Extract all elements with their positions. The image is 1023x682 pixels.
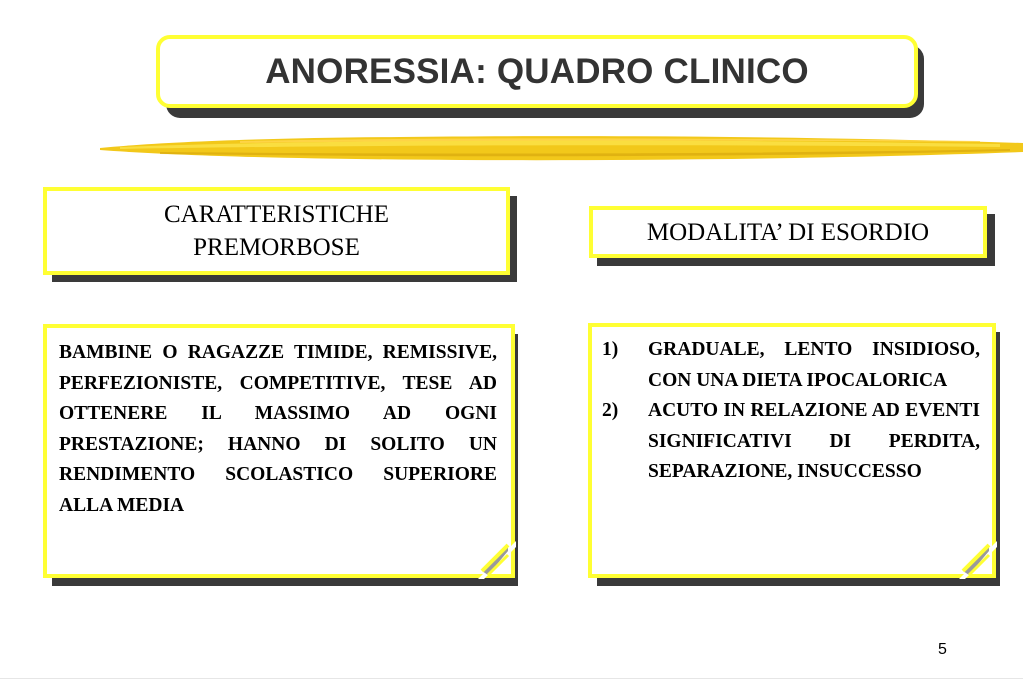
left-body-box: [43, 324, 515, 578]
page-curl-icon: [478, 541, 516, 579]
page-number: 5: [938, 641, 947, 658]
bottom-divider: [0, 678, 1023, 679]
right-body-box: [588, 323, 996, 578]
title-box: [156, 35, 918, 108]
right-heading-box: [589, 206, 987, 258]
right-heading: MODALITA’ DI ESORDIO: [646, 218, 930, 246]
left-heading-box: [43, 187, 510, 275]
list-item-text: ACUTO IN RELAZIONE AD EVENTI SIGNIFICATIVI DI PERDITA, SEPARAZIONE, INSUCCESSO: [648, 400, 980, 482]
left-body-text: BAMBINE O RAGAZZE TIMIDE, REMISSIVE, PERFEZIONISTE, COMPETITIVE, TESE AD OTTENERE IL MASSIMO AD OGNI PRESTAZIONE; HANNO DI SOLITO UN RENDIMENTO SCOLASTICO SUPERIORE ALLA MEDIA: [59, 342, 497, 516]
list-item-text: GRADUALE, LENTO INSIDIOSO, CON UNA DIETA IPOCALORICA: [648, 339, 980, 391]
list-item-number: 2): [602, 400, 619, 421]
list-item-number: 1): [602, 339, 619, 360]
list-item: [602, 335, 980, 396]
slide-title: ANORESSIA: QUADRO CLINICO: [265, 51, 809, 91]
page-curl-icon: [959, 541, 997, 579]
list-item: [602, 396, 980, 488]
left-heading: [164, 198, 389, 264]
left-heading-line1: CARATTERISTICHE: [164, 201, 389, 228]
yellow-brush-stroke: [100, 128, 1023, 164]
onset-list: [602, 335, 980, 488]
left-heading-line2: PREMORBOSE: [193, 234, 360, 261]
